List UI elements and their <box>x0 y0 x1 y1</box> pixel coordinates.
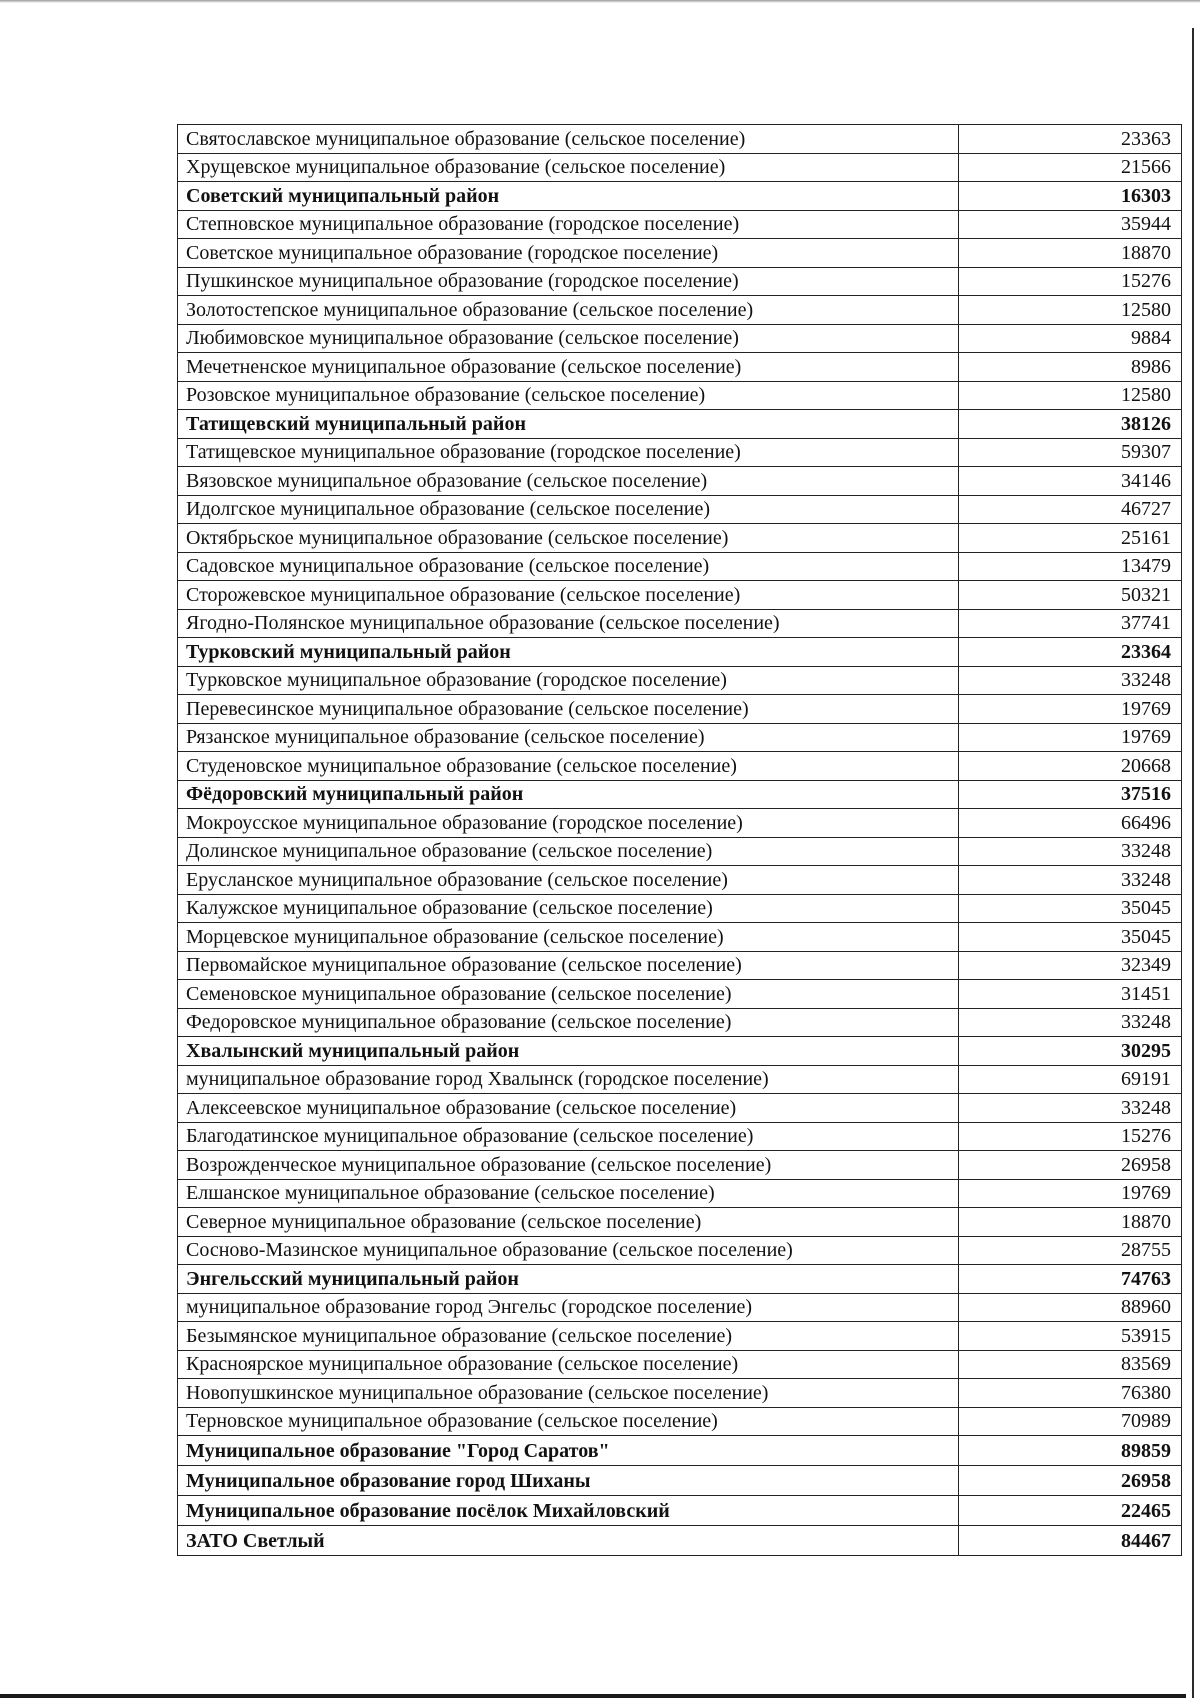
row-value-cell: 74763 <box>959 1265 1182 1294</box>
row-name-cell: Северное муниципальное образование (сельское поселение) <box>178 1208 959 1237</box>
table-row <box>178 1151 1182 1180</box>
row-name-cell: муниципальное образование город Хвалынск (городское поселение) <box>178 1065 959 1094</box>
row-name-cell: Октябрьское муниципальное образование (сельское поселение) <box>178 524 959 553</box>
row-name-cell: Долинское муниципальное образование (сельское поселение) <box>178 837 959 866</box>
row-value-cell: 19769 <box>959 695 1182 724</box>
table-row <box>178 923 1182 952</box>
row-name-cell: Энгельсский муниципальный район <box>178 1265 959 1294</box>
row-name-cell: Морцевское муниципальное образование (сельское поселение) <box>178 923 959 952</box>
row-name-cell: Федоровское муниципальное образование (сельское поселение) <box>178 1008 959 1037</box>
municipal-table <box>177 124 1182 1556</box>
row-value-cell: 9884 <box>959 324 1182 353</box>
table-row <box>178 695 1182 724</box>
row-name-cell: Хвалынский муниципальный район <box>178 1037 959 1066</box>
row-value-cell: 12580 <box>959 381 1182 410</box>
table-row <box>178 552 1182 581</box>
row-value-cell: 35045 <box>959 894 1182 923</box>
table-row <box>178 381 1182 410</box>
row-value-cell: 35045 <box>959 923 1182 952</box>
table-row <box>178 153 1182 182</box>
row-name-cell: Ягодно-Полянское муниципальное образование (сельское поселение) <box>178 609 959 638</box>
row-name-cell: Мокроусское муниципальное образование (городское поселение) <box>178 809 959 838</box>
scan-edge-bottom <box>0 1694 1186 1698</box>
table-row <box>178 524 1182 553</box>
row-name-cell: Перевесинское муниципальное образование (сельское поселение) <box>178 695 959 724</box>
row-value-cell: 66496 <box>959 809 1182 838</box>
row-name-cell: Идолгское муниципальное образование (сельское поселение) <box>178 495 959 524</box>
row-value-cell: 89859 <box>959 1436 1182 1466</box>
row-name-cell: Сторожевское муниципальное образование (сельское поселение) <box>178 581 959 610</box>
table-row <box>178 1065 1182 1094</box>
row-value-cell: 30295 <box>959 1037 1182 1066</box>
row-value-cell: 31451 <box>959 980 1182 1009</box>
table-row <box>178 210 1182 239</box>
row-value-cell: 23363 <box>959 125 1182 154</box>
row-value-cell: 70989 <box>959 1407 1182 1436</box>
table-row <box>178 239 1182 268</box>
table-row <box>178 1208 1182 1237</box>
row-name-cell: Безымянское муниципальное образование (сельское поселение) <box>178 1322 959 1351</box>
row-value-cell: 59307 <box>959 438 1182 467</box>
row-name-cell: Студеновское муниципальное образование (сельское поселение) <box>178 752 959 781</box>
row-value-cell: 18870 <box>959 1208 1182 1237</box>
row-value-cell: 32349 <box>959 951 1182 980</box>
row-name-cell: Терновское муниципальное образование (сельское поселение) <box>178 1407 959 1436</box>
row-name-cell: Калужское муниципальное образование (сельское поселение) <box>178 894 959 923</box>
row-name-cell: Хрущевское муниципальное образование (сельское поселение) <box>178 153 959 182</box>
row-value-cell: 35944 <box>959 210 1182 239</box>
scan-edge-top <box>0 0 1200 3</box>
scan-edge-right <box>1192 28 1194 1698</box>
table-row <box>178 980 1182 1009</box>
table-row <box>178 581 1182 610</box>
table-row <box>178 1122 1182 1151</box>
table-row <box>178 353 1182 382</box>
row-value-cell: 22465 <box>959 1496 1182 1526</box>
table-body <box>178 125 1182 1556</box>
table-row <box>178 495 1182 524</box>
row-value-cell: 33248 <box>959 837 1182 866</box>
table-row <box>178 267 1182 296</box>
row-value-cell: 19769 <box>959 723 1182 752</box>
row-value-cell: 69191 <box>959 1065 1182 1094</box>
row-value-cell: 34146 <box>959 467 1182 496</box>
row-value-cell: 23364 <box>959 638 1182 667</box>
table-row <box>178 1350 1182 1379</box>
row-value-cell: 28755 <box>959 1236 1182 1265</box>
row-value-cell: 12580 <box>959 296 1182 325</box>
table-row <box>178 609 1182 638</box>
row-value-cell: 38126 <box>959 410 1182 439</box>
table-row <box>178 438 1182 467</box>
row-value-cell: 84467 <box>959 1526 1182 1556</box>
row-name-cell: Советский муниципальный район <box>178 182 959 211</box>
row-name-cell: Муниципальное образование город Шиханы <box>178 1466 959 1496</box>
row-value-cell: 46727 <box>959 495 1182 524</box>
row-name-cell: Советское муниципальное образование (городское поселение) <box>178 239 959 268</box>
row-name-cell: Розовское муниципальное образование (сельское поселение) <box>178 381 959 410</box>
table-row <box>178 1436 1182 1466</box>
table-row <box>178 1407 1182 1436</box>
row-name-cell: Возрожденческое муниципальное образование (сельское поселение) <box>178 1151 959 1180</box>
row-name-cell: Сосново-Мазинское муниципальное образование (сельское поселение) <box>178 1236 959 1265</box>
row-value-cell: 8986 <box>959 353 1182 382</box>
row-name-cell: Муниципальное образование посёлок Михайловский <box>178 1496 959 1526</box>
row-value-cell: 19769 <box>959 1179 1182 1208</box>
table-row <box>178 780 1182 809</box>
row-value-cell: 33248 <box>959 866 1182 895</box>
row-name-cell: Рязанское муниципальное образование (сельское поселение) <box>178 723 959 752</box>
table-row <box>178 1379 1182 1408</box>
table-row <box>178 666 1182 695</box>
table-row <box>178 1466 1182 1496</box>
row-name-cell: муниципальное образование город Энгельс (городское поселение) <box>178 1293 959 1322</box>
row-name-cell: Турковское муниципальное образование (городское поселение) <box>178 666 959 695</box>
table-row <box>178 723 1182 752</box>
row-name-cell: Первомайское муниципальное образование (сельское поселение) <box>178 951 959 980</box>
table-row <box>178 1008 1182 1037</box>
table-row <box>178 1293 1182 1322</box>
row-value-cell: 13479 <box>959 552 1182 581</box>
row-name-cell: Вязовское муниципальное образование (сельское поселение) <box>178 467 959 496</box>
table-row <box>178 1496 1182 1526</box>
row-value-cell: 88960 <box>959 1293 1182 1322</box>
table-row <box>178 182 1182 211</box>
table-row <box>178 1094 1182 1123</box>
row-name-cell: Пушкинское муниципальное образование (городское поселение) <box>178 267 959 296</box>
table-row <box>178 324 1182 353</box>
row-value-cell: 18870 <box>959 239 1182 268</box>
row-value-cell: 76380 <box>959 1379 1182 1408</box>
row-name-cell: Семеновское муниципальное образование (сельское поселение) <box>178 980 959 1009</box>
row-name-cell: Красноярское муниципальное образование (сельское поселение) <box>178 1350 959 1379</box>
table-row <box>178 866 1182 895</box>
table-row <box>178 894 1182 923</box>
table-row <box>178 1037 1182 1066</box>
row-name-cell: Золотостепское муниципальное образование (сельское поселение) <box>178 296 959 325</box>
table-row <box>178 1236 1182 1265</box>
table-row <box>178 467 1182 496</box>
row-value-cell: 33248 <box>959 1008 1182 1037</box>
row-value-cell: 26958 <box>959 1466 1182 1496</box>
row-name-cell: Ерусланское муниципальное образование (сельское поселение) <box>178 866 959 895</box>
row-name-cell: Любимовское муниципальное образование (сельское поселение) <box>178 324 959 353</box>
row-value-cell: 37741 <box>959 609 1182 638</box>
row-name-cell: Елшанское муниципальное образование (сельское поселение) <box>178 1179 959 1208</box>
row-value-cell: 26958 <box>959 1151 1182 1180</box>
row-name-cell: Новопушкинское муниципальное образование (сельское поселение) <box>178 1379 959 1408</box>
row-name-cell: Святославское муниципальное образование (сельское поселение) <box>178 125 959 154</box>
table-row <box>178 837 1182 866</box>
row-name-cell: Татищевский муниципальный район <box>178 410 959 439</box>
table-row <box>178 752 1182 781</box>
table-row <box>178 951 1182 980</box>
row-value-cell: 33248 <box>959 666 1182 695</box>
row-value-cell: 16303 <box>959 182 1182 211</box>
row-name-cell: ЗАТО Светлый <box>178 1526 959 1556</box>
row-value-cell: 33248 <box>959 1094 1182 1123</box>
row-name-cell: Благодатинское муниципальное образование (сельское поселение) <box>178 1122 959 1151</box>
row-value-cell: 83569 <box>959 1350 1182 1379</box>
row-value-cell: 50321 <box>959 581 1182 610</box>
row-value-cell: 25161 <box>959 524 1182 553</box>
row-value-cell: 53915 <box>959 1322 1182 1351</box>
row-value-cell: 15276 <box>959 1122 1182 1151</box>
table-row <box>178 1526 1182 1556</box>
table-row <box>178 809 1182 838</box>
table-row <box>178 410 1182 439</box>
row-name-cell: Турковский муниципальный район <box>178 638 959 667</box>
row-name-cell: Алексеевское муниципальное образование (сельское поселение) <box>178 1094 959 1123</box>
row-value-cell: 15276 <box>959 267 1182 296</box>
row-value-cell: 21566 <box>959 153 1182 182</box>
row-name-cell: Фёдоровский муниципальный район <box>178 780 959 809</box>
table-row <box>178 296 1182 325</box>
row-name-cell: Муниципальное образование "Город Саратов" <box>178 1436 959 1466</box>
row-name-cell: Садовское муниципальное образование (сельское поселение) <box>178 552 959 581</box>
row-name-cell: Степновское муниципальное образование (городское поселение) <box>178 210 959 239</box>
table-row <box>178 125 1182 154</box>
table-row <box>178 1322 1182 1351</box>
table-row <box>178 1265 1182 1294</box>
row-value-cell: 20668 <box>959 752 1182 781</box>
row-name-cell: Татищевское муниципальное образование (городское поселение) <box>178 438 959 467</box>
row-value-cell: 37516 <box>959 780 1182 809</box>
table-row <box>178 638 1182 667</box>
table-row <box>178 1179 1182 1208</box>
row-name-cell: Мечетненское муниципальное образование (сельское поселение) <box>178 353 959 382</box>
